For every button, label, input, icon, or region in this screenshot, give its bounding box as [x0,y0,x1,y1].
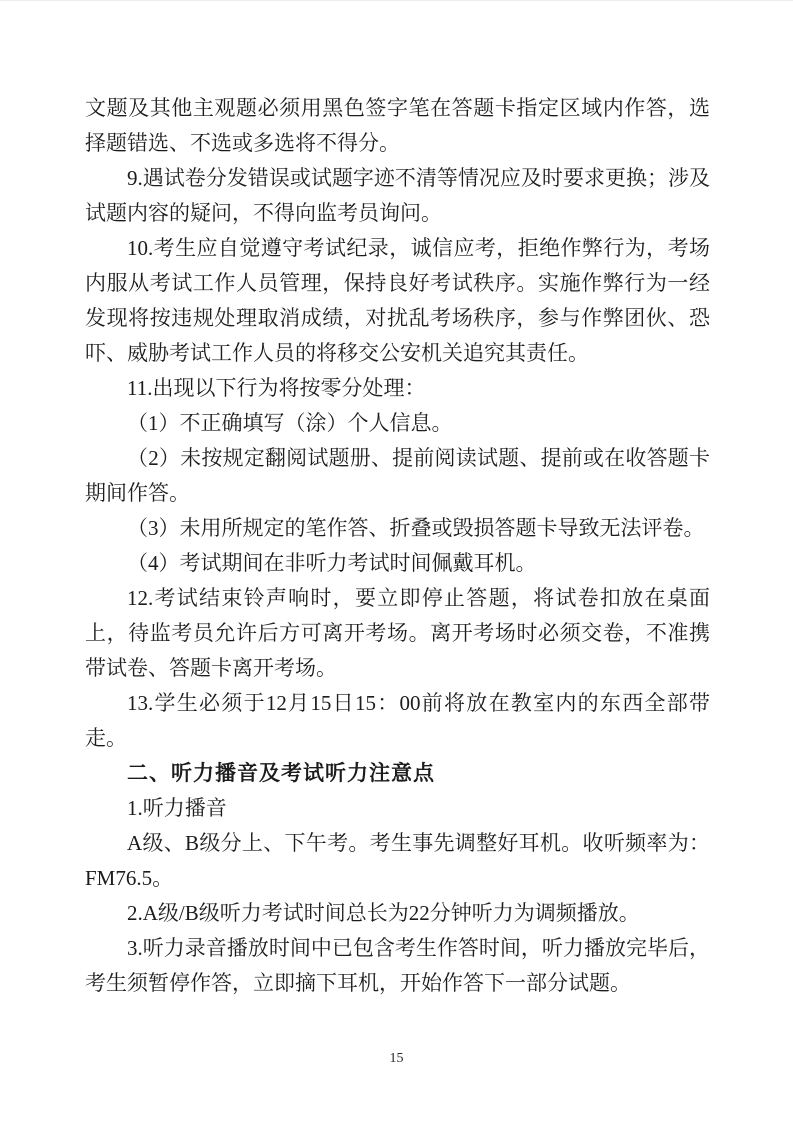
paragraph-rule-12: 12.考试结束铃声响时，要立即停止答题，将试卷扣放在桌面上，待监考员允许后方可离开考场。离开考场时必须交卷，不准携带试卷、答题卡离开考场。 [85,586,710,680]
section-heading-listening: 二、听力播音及考试听力注意点 [127,762,435,785]
paragraph-listening-frequency: A级、B级分上、下午考。考生事先调整好耳机。收听频率为：FM76.5。 [85,831,710,890]
paragraph-rule-11-item-2: （2）未按规定翻阅试题册、提前阅读试题、提前或在收答题卡期间作答。 [85,446,710,505]
paragraph-rule-10: 10.考生应自觉遵守考试纪录，诚信应考，拒绝作弊行为，考场内服从考试工作人员管理，保持良好考试秩序。实施作弊行为一经发现将按违规处理取消成绩，对扰乱考场秩序，参与作弊团伙、恐吓、威胁考试工作人员的将移交公安机关追究其责任。 [85,236,710,365]
page-number: 15 [389,1051,404,1066]
document-body [85,91,710,1001]
page-footer [0,1049,793,1067]
paragraph-rule-11-item-3: （3）未用所规定的笔作答、折叠或毁损答题卡导致无法评卷。 [127,516,705,540]
paragraph-rule-11-item-4: （4）考试期间在非听力考试时间佩戴耳机。 [127,551,537,575]
paragraph-rule-13: 13.学生必须于12月15日15：00前将放在教室内的东西全部带走。 [85,691,710,750]
paragraph-listening-3: 3.听力录音播放时间中已包含考生作答时间，听力播放完毕后，考生须暂停作答，立即摘下耳机，开始作答下一部分试题。 [85,936,710,995]
paragraph-rule-11-item-1: （1）不正确填写（涂）个人信息。 [127,411,453,435]
paragraph-rule-9: 9.遇试卷分发错误或试题字迹不清等情况应及时要求更换；涉及试题内容的疑问，不得向监考员询问。 [85,166,710,225]
paragraph-rule-11: 11.出现以下行为将按零分处理： [127,376,426,400]
paragraph-continuation-rule-8: 文题及其他主观题必须用黑色签字笔在答题卡指定区域内作答，选择题错选、不选或多选将不得分。 [85,96,710,155]
paragraph-listening-2: 2.A级/B级听力考试时间总长为22分钟听力为调频播放。 [127,901,640,925]
paragraph-listening-1: 1.听力播音 [127,796,227,820]
